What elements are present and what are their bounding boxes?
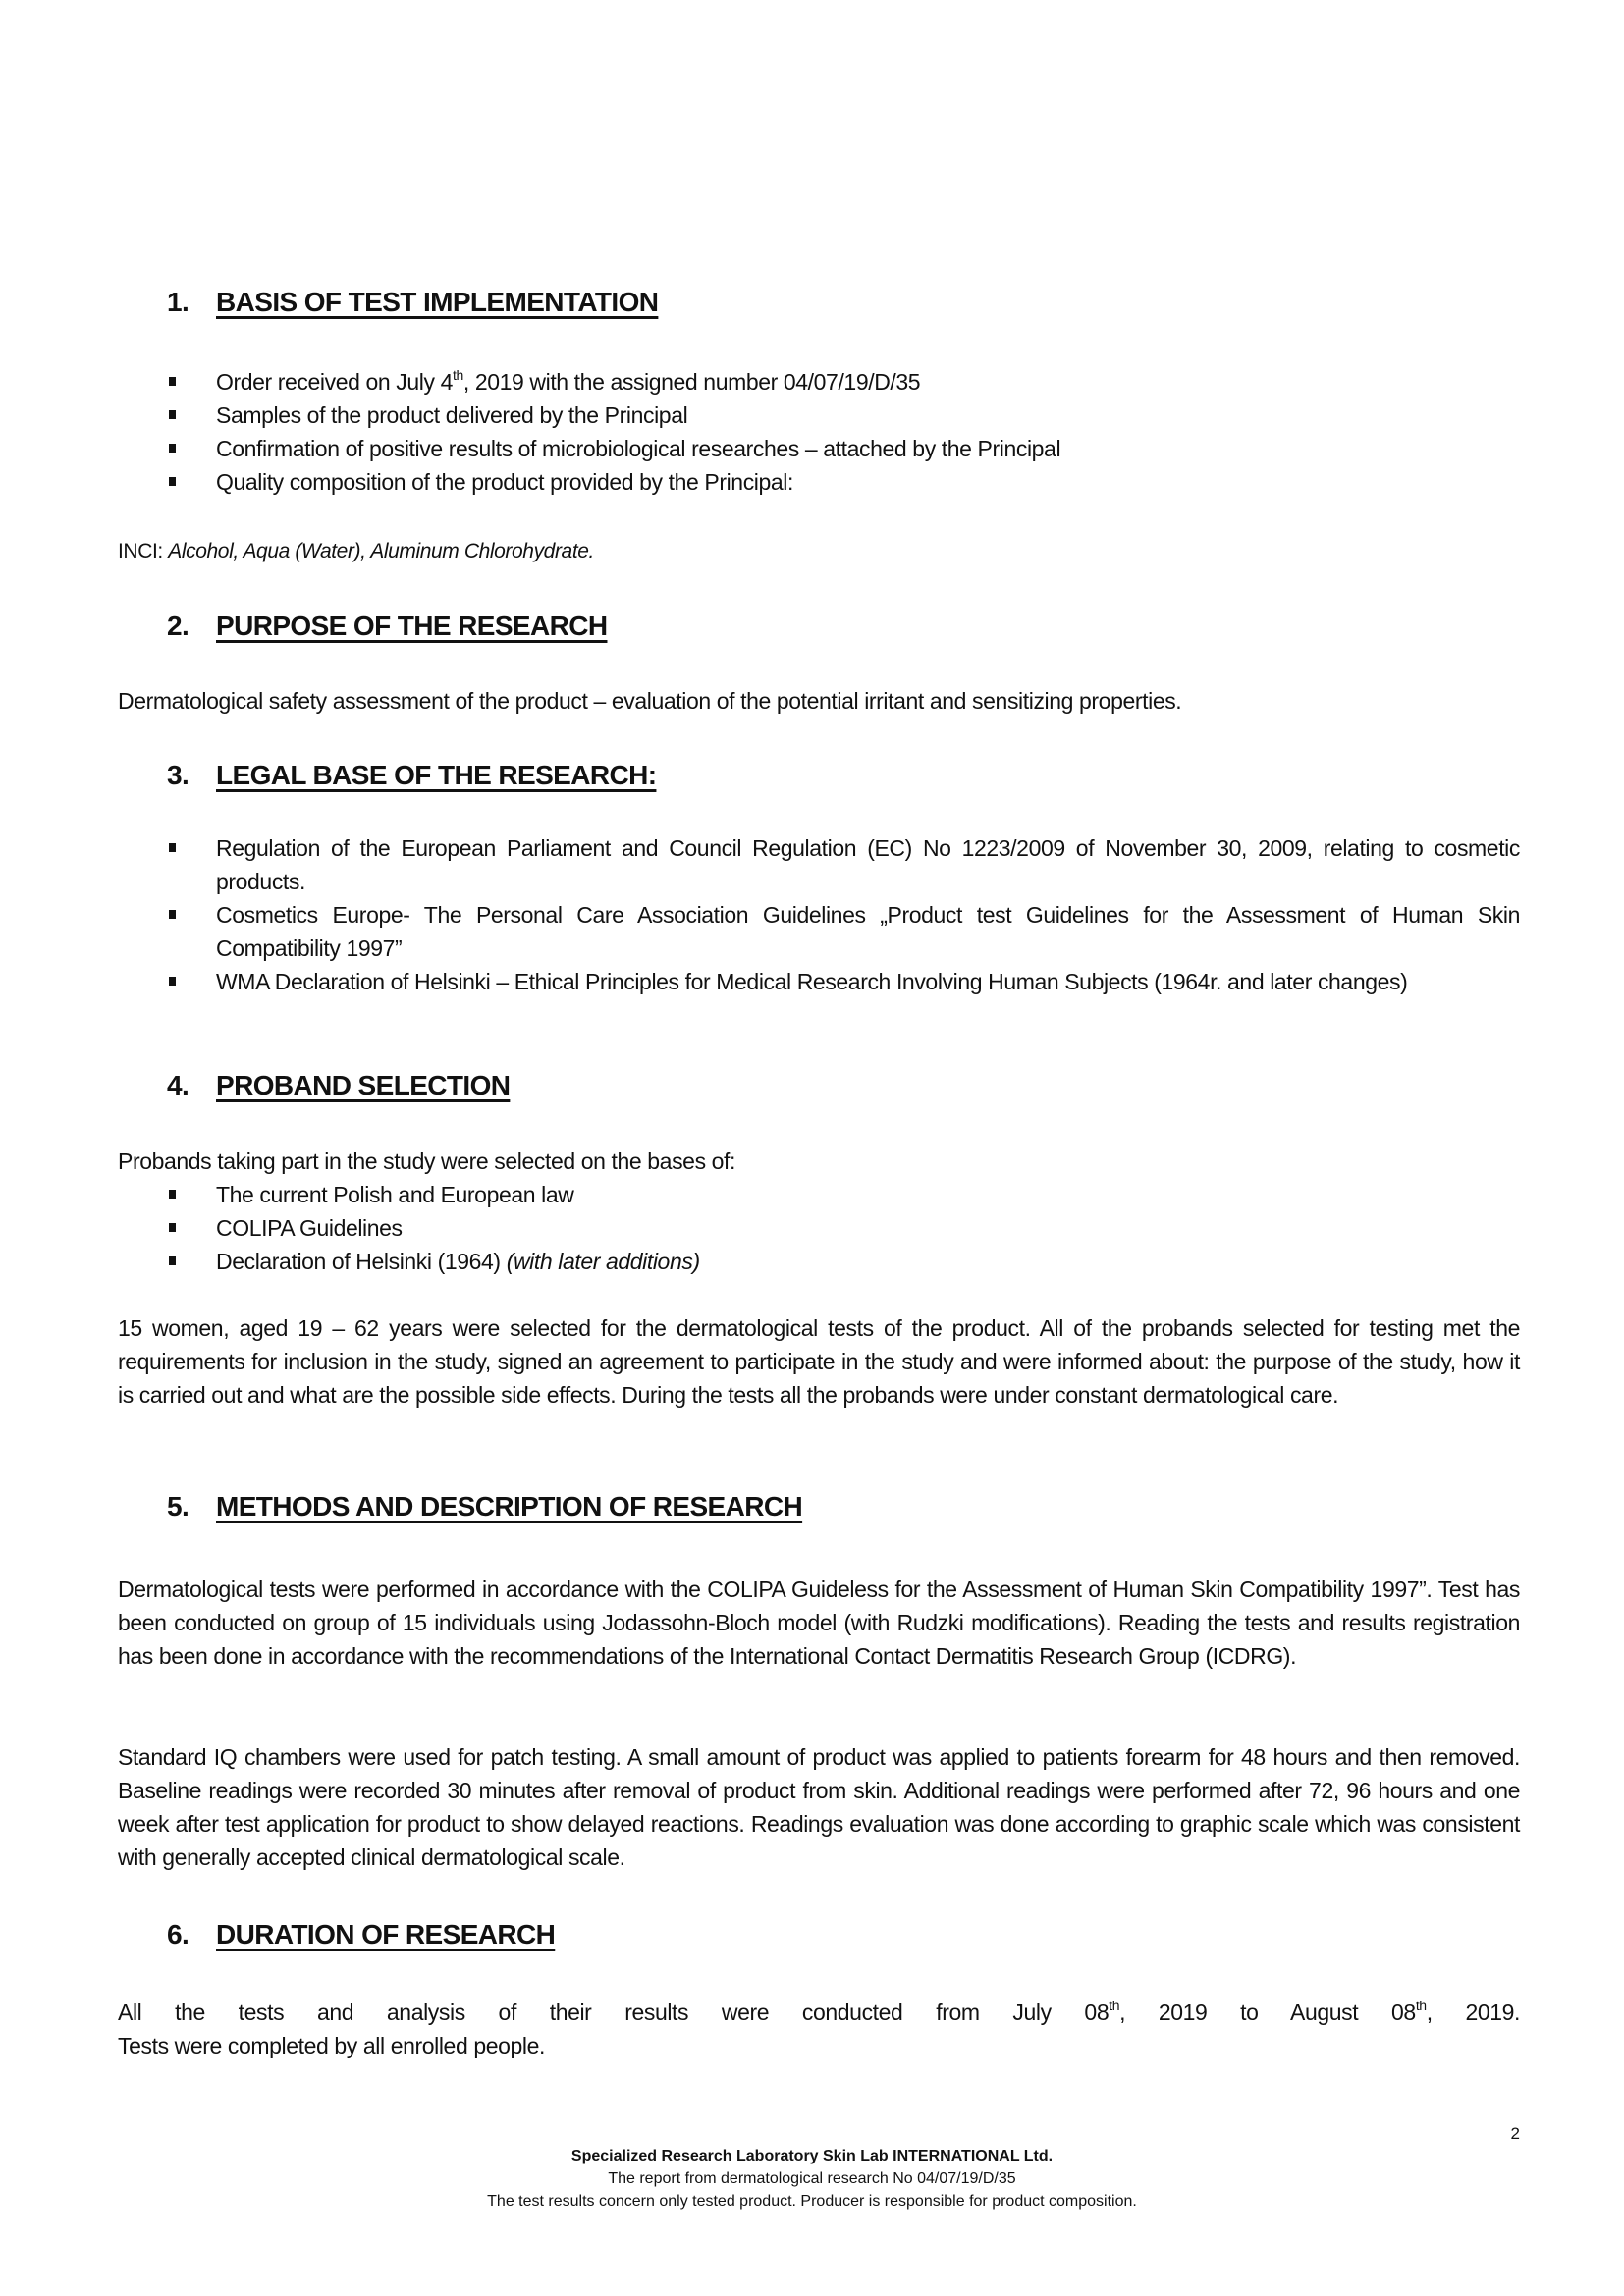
list-item: COLIPA Guidelines: [167, 1211, 1520, 1245]
inci-line: INCI: Alcohol, Aqua (Water), Aluminum Chlorohydrate.: [118, 540, 594, 562]
section-5-paragraph-1: Dermatological tests were performed in accordance with the COLIPA Guideless for the Assessment of Human Skin Compatibility 1997”. Test has been conducted on group of 15 individuals using Jodassohn-Bloch model (with Rudzki modifications). Reading the tests and results registration has been done in accordance with the recommendations of the International Contact Dermatitis Research Group (ICDRG).: [118, 1576, 1520, 1669]
section-2-heading: 2. PURPOSE OF THE RESEARCH: [167, 611, 608, 641]
section-3-bullets: [167, 831, 1520, 998]
section-4-paragraph: 15 women, aged 19 – 62 years were selected for the dermatological tests of the product. All of the probands selected for testing met the requirements for inclusion in the study, signed an agreement to participate in the study and were informed about: the purpose of the study, how it is carried out and what are the possible side effects. During the tests all the probands were under constant dermatological care.: [118, 1315, 1520, 1408]
list-item: Order received on July 4th, 2019 with the assigned number 04/07/19/D/35: [167, 365, 1520, 399]
list-item: WMA Declaration of Helsinki – Ethical Principles for Medical Research Involving Human Subjects (1964r. and later changes): [167, 965, 1520, 998]
section-6-heading: 6. DURATION OF RESEARCH: [167, 1919, 556, 1949]
list-item: Quality composition of the product provided by the Principal:: [167, 465, 1520, 499]
section-4-intro: Probands taking part in the study were selected on the bases of:: [118, 1148, 736, 1174]
list-item: Declaration of Helsinki (1964) (with later additions): [167, 1245, 1520, 1278]
section-1-heading: 1. BASIS OF TEST IMPLEMENTATION: [167, 287, 659, 317]
section-2-text: Dermatological safety assessment of the product – evaluation of the potential irritant and sensitizing properties.: [118, 688, 1182, 714]
section-1-bullets: [167, 365, 1520, 499]
footer-report: The report from dermatological research No 04/07/19/D/35: [608, 2170, 1016, 2187]
page-number: 2: [1510, 2124, 1520, 2143]
list-item: Cosmetics Europe- The Personal Care Association Guidelines „Product test Guidelines for the Assessment of Human Skin Compatibility 1997”: [167, 898, 1520, 965]
section-5-paragraph-2: Standard IQ chambers were used for patch testing. A small amount of product was applied to patients forearm for 48 hours and then removed. Baseline readings were recorded 30 minutes after removal of product from skin. Additional readings were performed after 72, 96 hours and one week after test application for product to show delayed reactions. Readings evaluation was done according to graphic scale which was consistent with generally accepted clinical dermatological scale.: [118, 1744, 1520, 1870]
section-4-bullets: [167, 1178, 1520, 1278]
list-item: Regulation of the European Parliament and Council Regulation (EC) No 1223/2009 of November 30, 2009, relating to cosmetic products.: [167, 831, 1520, 898]
list-item: Confirmation of positive results of microbiological researches – attached by the Principal: [167, 432, 1520, 465]
footer-company: Specialized Research Laboratory Skin Lab INTERNATIONAL Ltd.: [570, 2148, 1054, 2164]
section-5-heading: 5. METHODS AND DESCRIPTION OF RESEARCH: [167, 1491, 803, 1522]
list-item: Samples of the product delivered by the Principal: [167, 399, 1520, 432]
list-item: The current Polish and European law: [167, 1178, 1520, 1211]
section-6-line-2: Tests were completed by all enrolled people.: [118, 2033, 545, 2058]
section-6-line-1: All the tests and analysis of their results were conducted from July 08th, 2019 to August 08th, 2019.: [118, 1998, 1521, 2025]
section-4-heading: 4. PROBAND SELECTION: [167, 1070, 511, 1100]
footer-disclaimer: The test results concern only tested product. Producer is responsible for product composition.: [487, 2193, 1137, 2210]
section-3-heading: 3. LEGAL BASE OF THE RESEARCH:: [167, 760, 657, 790]
